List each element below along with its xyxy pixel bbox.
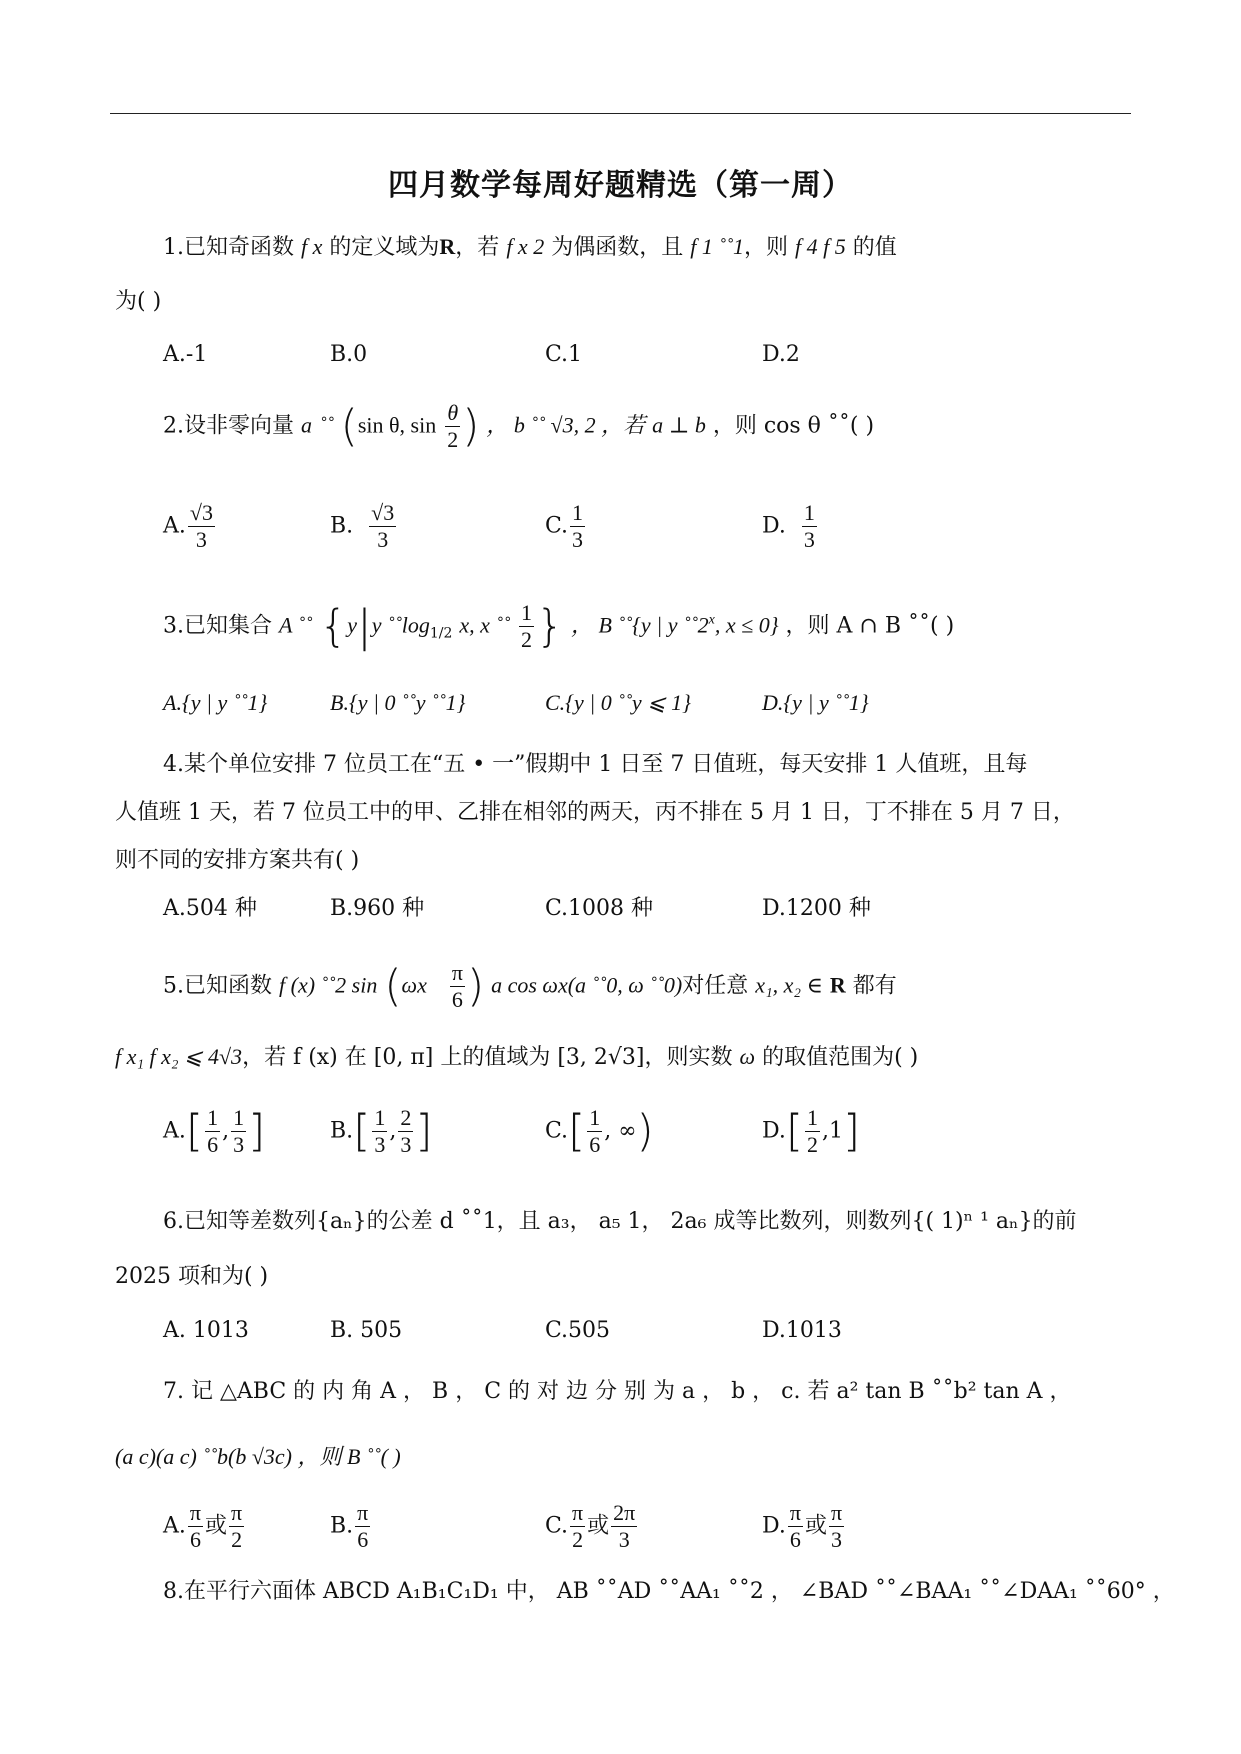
q5-b-f2	[398, 1105, 413, 1158]
question-5-line-2	[115, 1040, 918, 1075]
q2-d-frac	[802, 500, 817, 553]
question-2-line	[163, 400, 874, 453]
q5-c-n1: 1	[589, 1105, 601, 1130]
q2-c-den: 3	[572, 527, 584, 552]
question-1-line-2: 为( )	[115, 289, 162, 314]
q2-a-vector: a	[301, 412, 312, 438]
q5-R: R	[829, 972, 846, 998]
q5-d-tail: ,1	[822, 1118, 844, 1144]
q5-option-b[interactable]: B.[ $\frac{1}{3}$ , $\frac{2}{3}$ ]	[330, 1105, 433, 1157]
q4-option-c[interactable]: C.1008 种	[545, 896, 654, 921]
q7-d-n2: π	[830, 1500, 843, 1525]
question-7-line-1: 7. 记 △ABC 的 内 角 A ， B ， C 的 对 边 分 别 为 a ， b ， c. 若 a² tan B ˚˚b² tan A ，	[163, 1379, 1072, 1404]
q7-a-n1: π	[189, 1500, 201, 1525]
q3-half-den: 2	[521, 627, 533, 652]
q5-d-lbracket: [	[785, 1105, 804, 1157]
q5-b-n2: 2	[400, 1105, 412, 1130]
q5-d-n1: 1	[807, 1105, 819, 1130]
q5-b-d1: 3	[374, 1132, 386, 1157]
q1-option-a[interactable]: A.-1	[163, 342, 208, 367]
q2-c-num: 1	[572, 500, 584, 525]
q4-option-b[interactable]: B.960 种	[330, 896, 425, 921]
q5-omega: ω	[739, 1044, 756, 1069]
q5-a-lbracket: [	[185, 1105, 204, 1157]
question-4-line-1: 4.某个单位安排 7 位员工在“五 • 一”假期中 1 日至 7 日值班，每天安排 1 人值班，且每	[163, 752, 1028, 777]
q3-bar: |	[356, 600, 372, 652]
q1-f45: f 4 f 5	[795, 234, 846, 259]
q2-option-d[interactable]	[762, 500, 819, 553]
question-4-line-2: 人值班 1 天，若 7 位员工中的甲、乙排在相邻的两天，丙不排在 5 月 1 日，丁不排在 5 月 7 日，	[115, 800, 1075, 825]
q2-a-frac	[188, 500, 215, 553]
q7-option-d[interactable]	[762, 1500, 846, 1553]
q2-b-den: 3	[377, 527, 389, 552]
q3-half	[519, 600, 534, 653]
q2-a-den: 3	[195, 527, 207, 552]
q2-b-vector: ， b ˚˚ √3, 2 ，若	[486, 412, 646, 438]
q5-pi-six	[450, 960, 465, 1013]
q2-d-den: 3	[803, 527, 815, 552]
q6-option-c[interactable]: C.505	[545, 1318, 611, 1343]
q5-a-rbracket: ]	[248, 1105, 266, 1157]
q5-tail: 的取值范围为( )	[762, 1045, 919, 1070]
q1-stem: 1.已知奇函数	[163, 235, 294, 260]
question-6-line-1: 6.已知等差数列{aₙ}的公差 d ˚˚1，且 a₃， a₅ 1， 2a₆ 成等比数列，则数列{( 1)ⁿ ¹ aₙ}的前	[163, 1209, 1077, 1234]
q5-a-label: A.	[163, 1118, 186, 1144]
q5-a-n2: 1	[233, 1105, 245, 1130]
q3-B-part: ， B ˚˚{y | y ˚˚2	[571, 612, 709, 638]
q7-c-f1	[570, 1500, 585, 1553]
q7-c-d2: 3	[618, 1527, 630, 1552]
q2-b-label: B.	[330, 513, 354, 539]
q3-right-brace: }	[536, 600, 565, 652]
q1-even-text: 为偶函数，且	[551, 235, 684, 260]
q5-d-d1: 2	[807, 1132, 819, 1157]
q2-sin-terms: sin θ, sin	[357, 412, 437, 438]
q4-option-d[interactable]: D.1200 种	[762, 896, 871, 921]
q7-c-n1: π	[572, 1500, 584, 1525]
q7-b-d1: 6	[357, 1527, 369, 1552]
q5-right-paren: )	[466, 960, 485, 1012]
q5-a-n1: 1	[207, 1105, 219, 1130]
q3-option-b[interactable]: B.{y | 0 ˚˚y ˚˚1}	[330, 690, 466, 715]
q2-b-num: √3	[371, 500, 395, 525]
q1-fx2: f x 2	[506, 234, 545, 259]
q5-option-a[interactable]: A.[ $\frac{1}{6}$ , $\frac{1}{3}$ ]	[163, 1105, 266, 1157]
q2-then: ，则 cos θ ˚˚( )	[712, 413, 875, 439]
q7-c-f2	[611, 1500, 637, 1553]
q1-domain-text: 的定义域为	[329, 235, 440, 260]
q2-c-frac	[570, 500, 585, 553]
q3-then: ，则 A ∩ B ˚˚( )	[785, 613, 955, 639]
q3-set-x: x, x ˚˚	[459, 612, 511, 638]
q3-half-num: 1	[521, 600, 533, 625]
q1-f1: f 1 ˚˚1	[690, 234, 744, 259]
q7-a-f2	[229, 1500, 244, 1553]
q5-a-d1: 6	[207, 1132, 219, 1157]
q1-if: ，若	[455, 235, 500, 260]
q7-c-label: C.	[545, 1513, 569, 1539]
q2-stem: 2.设非零向量	[163, 413, 294, 439]
q1-fx: f x	[301, 234, 323, 259]
q5-b-rbracket: ]	[415, 1105, 433, 1157]
q1-option-d[interactable]: D.2	[762, 342, 800, 367]
q7-a-label: A.	[163, 1513, 186, 1539]
q5-c-lbracket: [	[568, 1105, 586, 1157]
q5-a-f1	[205, 1105, 220, 1158]
question-6-line-2: 2025 项和为( )	[115, 1264, 269, 1289]
q7-b-n1: π	[357, 1500, 369, 1525]
q5-c-f1	[587, 1105, 602, 1158]
q5-c-d1: 6	[589, 1132, 601, 1157]
question-5-line-1	[163, 960, 897, 1013]
q1-tail: 的值	[852, 235, 897, 260]
q2-c-label: C.	[545, 513, 569, 539]
q3-option-c[interactable]: C.{y | 0 ˚˚y ⩽ 1}	[545, 690, 691, 715]
q5-b-f1	[372, 1105, 387, 1158]
q7-a-d2: 2	[231, 1527, 243, 1552]
q7-a-n2: π	[231, 1500, 243, 1525]
q7-a-d1: 6	[189, 1527, 201, 1552]
q3-log-base: 1/2	[429, 625, 453, 642]
q2-perp: a ⊥ b	[652, 412, 706, 438]
q2-d-label: D.	[762, 513, 786, 539]
q7-a-or: 或	[205, 1513, 228, 1539]
q5-d-f1	[805, 1105, 820, 1158]
q3-B-sup: x	[708, 612, 715, 628]
q5-c-label: C.	[545, 1118, 569, 1144]
q1-option-b[interactable]: B.0	[330, 342, 368, 367]
q7-option-c[interactable]	[545, 1500, 639, 1553]
q5-b-d2: 3	[400, 1132, 412, 1157]
q5-acos: a cos ωx(a ˚˚0, ω ˚˚0)	[491, 972, 683, 998]
q5-d-rbracket: ]	[843, 1105, 861, 1157]
q3-left-brace: {	[319, 600, 348, 652]
q2-theta-fraction	[445, 400, 460, 453]
q3-B-tail: , x ≤ 0}	[714, 612, 779, 638]
q7-c-or: 或	[587, 1513, 610, 1539]
q2-d-num: 1	[803, 500, 815, 525]
q7-d-d1: 6	[789, 1527, 801, 1552]
q2-a-num: √3	[189, 500, 213, 525]
question-4-line-3: 则不同的安排方案共有( )	[115, 848, 360, 873]
q2-theta: θ	[445, 400, 460, 427]
q5-d-label: D.	[762, 1118, 786, 1144]
q7-d-n1: π	[789, 1500, 801, 1525]
q1-then: ，则	[743, 235, 788, 260]
q5-inequality: f x₁ f x₂ ⩽ 4√3	[115, 1044, 243, 1069]
q7-option-a[interactable]	[163, 1500, 246, 1553]
q6-option-b[interactable]: B. 505	[330, 1318, 403, 1343]
header-rule	[110, 113, 1131, 114]
q2-right-paren: )	[462, 400, 480, 452]
q5-six: 6	[451, 987, 463, 1012]
q3-log: y ˚˚log	[371, 612, 430, 638]
q2-a-label: A.	[163, 513, 186, 539]
question-8-line-1: 8.在平行六面体 ABCD A₁B₁C₁D₁ 中， AB ˚˚AD ˚˚AA₁ ˚˚2 ， ∠BAD ˚˚∠BAA₁ ˚˚∠DAA₁ ˚˚60° ，	[163, 1579, 1175, 1604]
q7-d-f1	[788, 1500, 803, 1553]
q5-a-d2: 3	[233, 1132, 245, 1157]
q3-option-d[interactable]: D.{y | y ˚˚1}	[762, 690, 869, 715]
q7-c-n2: 2π	[613, 1500, 636, 1525]
q7-c-d1: 2	[572, 1527, 584, 1552]
q5-c-tail: , ∞	[604, 1118, 637, 1144]
q7-a-f1	[188, 1500, 203, 1553]
q3-A-eq: A ˚˚	[279, 612, 313, 638]
q6-option-a[interactable]: A. 1013	[163, 1318, 249, 1343]
q5-a-f2	[231, 1105, 246, 1158]
q7-d-label: D.	[762, 1513, 786, 1539]
question-1-line-1	[163, 230, 897, 265]
q5-c-rparen: )	[636, 1105, 654, 1157]
q2-eq: ˚˚	[319, 412, 334, 438]
q5-option-c[interactable]	[545, 1105, 654, 1158]
q7-b-label: B.	[330, 1513, 354, 1539]
q2-left-paren: (	[340, 400, 358, 452]
q5-range-text: ，若 f (x) 在 [0, π] 上的值域为 [3, 2√3]，则实数	[242, 1045, 733, 1070]
q2-option-c[interactable]	[545, 500, 587, 553]
q4-option-a[interactable]: A.504 种	[163, 896, 257, 921]
q2-two: 2	[447, 427, 459, 452]
q5-left-paren: (	[384, 960, 402, 1012]
question-3-line	[163, 600, 954, 653]
q2-b-frac	[369, 500, 396, 553]
q5-fx: f (x) ˚˚2 sin	[279, 972, 378, 998]
q7-option-b[interactable]	[330, 1500, 372, 1553]
q5-omega-x: ωx	[401, 972, 427, 998]
q5-x12: x₁, x₂ ∈	[755, 972, 823, 998]
page-title: 四月数学每周好题精选（第一周）	[388, 168, 853, 203]
q5-b-n1: 1	[374, 1105, 386, 1130]
q6-option-d[interactable]: D.1013	[762, 1318, 842, 1343]
q5-any: 对任意	[682, 973, 749, 999]
q1-R: R	[439, 234, 456, 259]
q5-option-d[interactable]	[762, 1105, 860, 1158]
q5-b-lbracket: [	[353, 1105, 371, 1157]
q2-option-b[interactable]	[330, 500, 398, 553]
q7-d-d2: 3	[831, 1527, 843, 1552]
q7-d-f2	[829, 1500, 844, 1553]
q5-b-label: B.	[330, 1118, 354, 1144]
q5-all: 都有	[852, 973, 897, 999]
q3-stem: 3.已知集合	[163, 613, 272, 639]
q1-option-c[interactable]: C.1	[545, 342, 583, 367]
question-7-line-2: (a c)(a c) ˚˚b(b √3c) ，则 B ˚˚( )	[115, 1444, 401, 1469]
q2-option-a[interactable]	[163, 500, 217, 553]
q3-set-y: y	[347, 612, 357, 638]
q3-option-a[interactable]: A.{y | y ˚˚1}	[163, 690, 268, 715]
q5-stem: 5.已知函数	[163, 973, 272, 999]
q5-pi: π	[451, 960, 463, 985]
q7-b-f1	[355, 1500, 370, 1553]
q7-d-or: 或	[804, 1513, 827, 1539]
